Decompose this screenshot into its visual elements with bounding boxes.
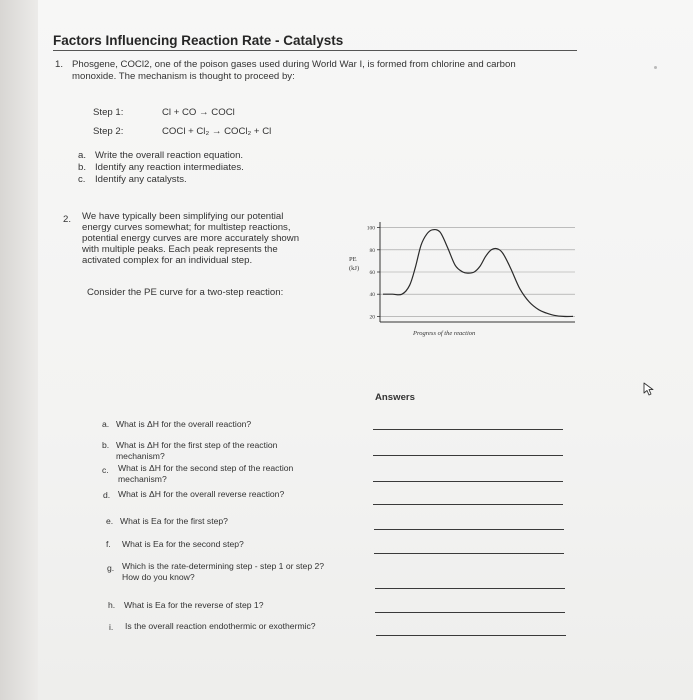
q2i-text: Is the overall reaction endothermic or exothermic? <box>125 621 316 631</box>
x-axis-label: Progress of the reaction <box>413 330 476 337</box>
q2c-letter: c. <box>102 465 109 475</box>
q2e-letter: e. <box>106 516 114 526</box>
q2h-text: What is Ea for the reverse of step 1? <box>124 600 264 610</box>
q1-text-line2: monoxide. The mechanism is thought to proceed by: <box>72 71 295 82</box>
q2-line-3: potential energy curves are more accurately shown <box>82 233 300 244</box>
q1-number: 1. <box>55 59 64 70</box>
q1-part-b-letter: b. <box>78 162 87 173</box>
q2d-text: What is ΔH for the overall reverse reaction? <box>118 489 285 499</box>
paper-speck <box>654 66 657 69</box>
y-tick-label-20: 20 <box>369 314 375 321</box>
q2-line-5: activated complex for an individual step. <box>82 255 253 266</box>
step2-label: Step 2: <box>93 126 124 137</box>
q1-part-b: Identify any reaction intermediates. <box>95 162 244 173</box>
q1-text-line1: Phosgene, COCl2, one of the poison gases used during World War I, is formed from chlorine and carbon <box>72 59 516 70</box>
q2g-text-2: How do you know? <box>122 572 195 582</box>
step1-equation: Cl + CO → COCl <box>162 107 235 118</box>
q2d-letter: d. <box>103 490 111 500</box>
pe-curve <box>383 230 573 317</box>
mouse-pointer-icon <box>642 382 656 396</box>
y-tick-labels <box>367 226 380 321</box>
answer-line-b[interactable] <box>373 455 563 456</box>
answer-line-h[interactable] <box>375 612 565 613</box>
q2-line-2: energy curves somewhat; for multistep reactions, <box>82 222 291 233</box>
q1-part-a-letter: a. <box>78 150 87 161</box>
q2-line-4: with multiple peaks. Each peak represents the <box>82 244 278 255</box>
answer-line-g[interactable] <box>375 588 565 589</box>
answer-line-i[interactable] <box>376 635 566 636</box>
y-tick-label-60: 60 <box>369 270 375 276</box>
title-underline <box>53 50 577 51</box>
pe-chart <box>335 212 580 342</box>
y-axis-label-pe: PE <box>349 256 357 263</box>
step1-label: Step 1: <box>93 107 124 118</box>
q1-part-c: Identify any catalysts. <box>95 174 187 185</box>
answer-line-c[interactable] <box>373 481 563 482</box>
answer-line-d[interactable] <box>373 504 563 505</box>
q2f-letter: f. <box>106 539 111 549</box>
q2a-letter: a. <box>102 419 110 429</box>
q2a-text: What is ΔH for the overall reaction? <box>116 419 252 429</box>
page-title: Factors Influencing Reaction Rate - Catalysts <box>53 33 344 48</box>
q2-number: 2. <box>63 214 72 225</box>
y-tick-label-80: 80 <box>369 247 375 254</box>
q2b-text-1: What is ΔH for the first step of the reaction <box>116 440 278 450</box>
q2c-text-2: mechanism? <box>118 474 167 484</box>
q2g-letter: g. <box>107 563 115 573</box>
q2g-text-1: Which is the rate-determining step - step 1 or step 2? <box>122 561 325 571</box>
step2-equation: COCl + Cl₂ → COCl₂ + Cl <box>162 126 272 137</box>
q2f-text: What is Ea for the second step? <box>122 539 244 549</box>
answer-line-e[interactable] <box>374 529 564 530</box>
q1-part-c-letter: c. <box>78 174 86 185</box>
answers-header: Answers <box>375 392 415 403</box>
q2b-text-2: mechanism? <box>116 451 165 461</box>
answer-line-a[interactable] <box>373 429 563 430</box>
answer-line-f[interactable] <box>374 553 564 554</box>
q2b-letter: b. <box>102 440 110 450</box>
q2-line-1: We have typically been simplifying our potential <box>82 211 284 222</box>
q2-consider: Consider the PE curve for a two-step reaction: <box>87 287 284 298</box>
chart-gridlines <box>380 228 575 317</box>
q2c-text-1: What is ΔH for the second step of the reaction <box>118 463 294 473</box>
q1-part-a: Write the overall reaction equation. <box>95 150 244 161</box>
y-axis-label-unit: (kJ) <box>349 265 360 272</box>
q2h-letter: h. <box>108 600 116 610</box>
q2i-letter: i. <box>109 622 114 632</box>
y-tick-label-40: 40 <box>369 292 375 299</box>
q2e-text: What is Ea for the first step? <box>120 516 228 526</box>
y-tick-label-100: 100 <box>366 225 375 232</box>
